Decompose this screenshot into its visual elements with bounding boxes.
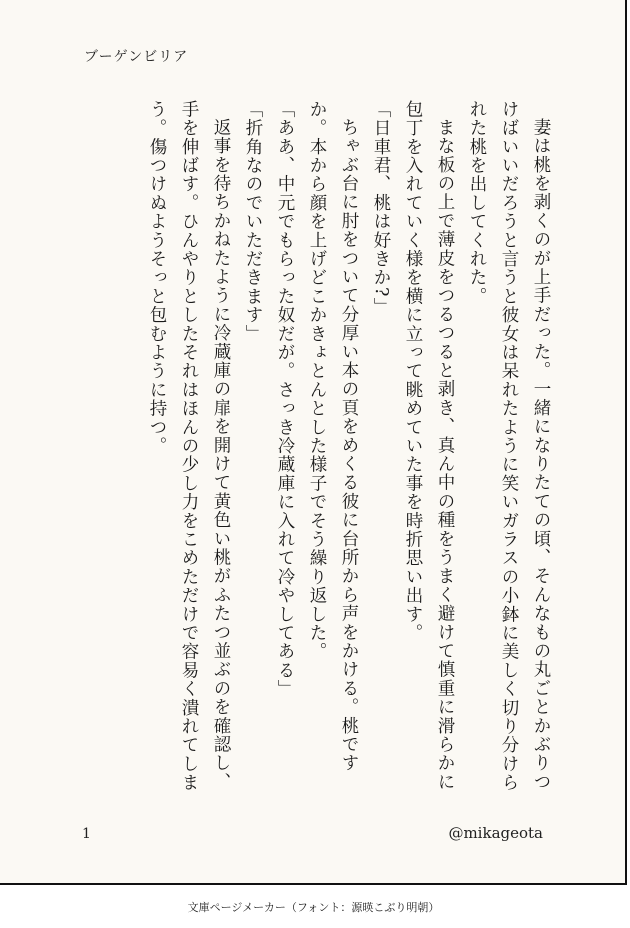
paragraph: 妻は桃を剥くのが上手だった。一緒になりたての頃、そんなもの丸ごとかぶりつけばいいだろうと言うと彼女は呆れたように笑いガラスの小鉢に美しく切り分けられた桃を出してくれた。 xyxy=(467,100,551,792)
dialogue-line: 「ああ、中元でもらった奴だが。さっき冷蔵庫に入れて冷やしてある」 xyxy=(275,100,295,699)
generator-footer: 文庫ページメーカー（フォント：源暎こぶり明朝） xyxy=(187,901,440,914)
vertical-body-text xyxy=(141,100,557,800)
paragraph: 返事を待ちかねたように冷蔵庫の扉を開けて黄色い桃がふたつ並ぶのを確認し、手を伸ばす。ひんやりとしたそれはほんの少し力をこめただけで容易く潰れてしまう。傷つけぬようそっと包むように持つ。 xyxy=(147,100,231,792)
page-number: 1 xyxy=(82,826,91,842)
running-title: ブーゲンビリア xyxy=(84,49,189,65)
paragraph: まな板の上で薄皮をつるつると剥き、真ん中の種をうまく避けて慎重に滑らかに包丁を入れていく様を横に立って眺めていた事を時折思い出す。 xyxy=(403,100,455,791)
author-credit: @mikageota xyxy=(448,824,543,842)
dialogue-line: 「折角なのでいただきます」 xyxy=(243,100,263,344)
paragraph: ちゃぶ台に肘をついて分厚い本の頁をめくる彼に台所から声をかける。桃ですか。本から顔を上げどこかきょとんとした様子でそう繰り返した。 xyxy=(307,100,359,772)
dialogue-line: 「日車君、桃は好きか?」 xyxy=(371,100,391,317)
